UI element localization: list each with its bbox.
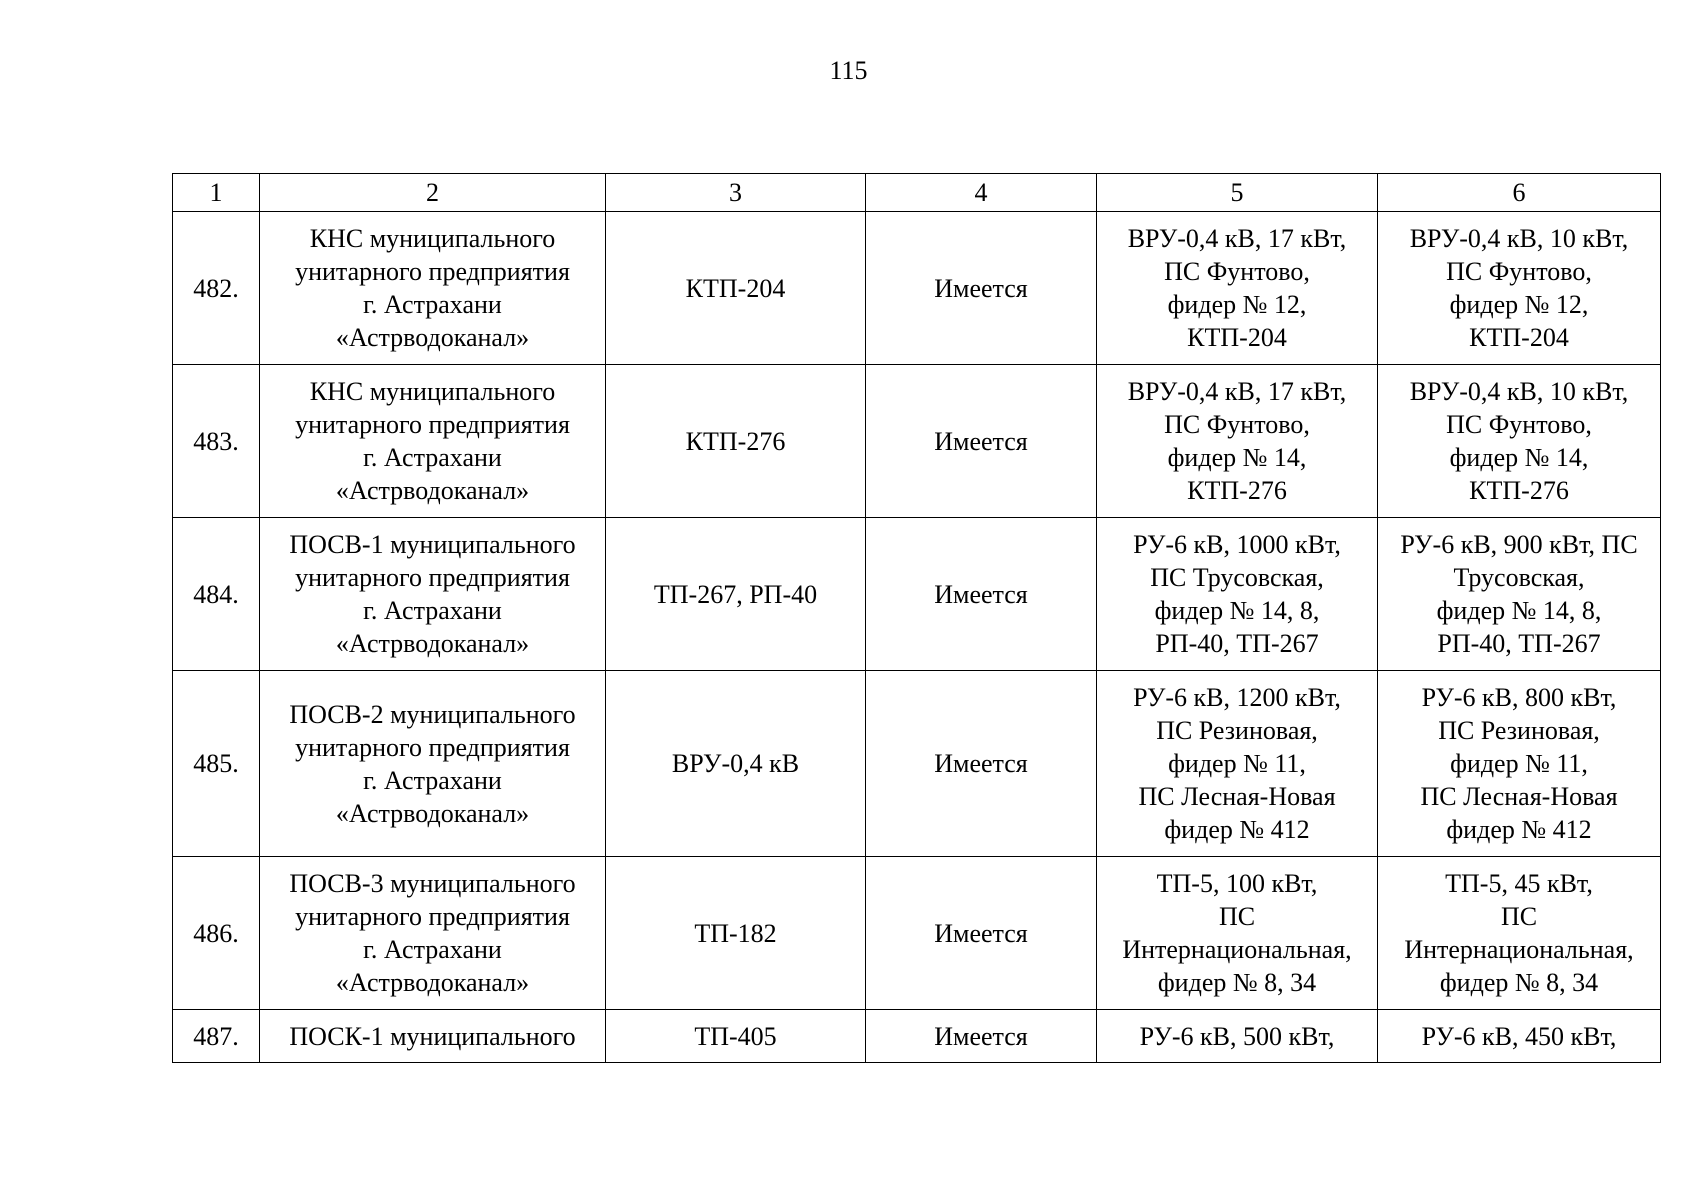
object-name: ПОСВ-3 муниципального унитарного предприятия г. Астрахани «Астрводоканал» [260,857,606,1010]
supply-required: РУ-6 кВ, 450 кВт, [1378,1010,1661,1063]
power-source: ТП-405 [606,1010,866,1063]
supply-existing: ТП-5, 100 кВт, ПС Интернациональная, фидер № 8, 34 [1097,857,1378,1010]
row-number: 482. [173,212,260,365]
power-source: ВРУ-0,4 кВ [606,671,866,857]
data-table [172,173,1661,1063]
row-number: 486. [173,857,260,1010]
table-row [173,671,1661,857]
supply-required: ВРУ-0,4 кВ, 10 кВт, ПС Фунтово, фидер № 12, КТП-204 [1378,212,1661,365]
row-number: 483. [173,365,260,518]
power-source: ТП-182 [606,857,866,1010]
connection-status: Имеется [866,1010,1097,1063]
connection-status: Имеется [866,671,1097,857]
power-source: ТП-267, РП-40 [606,518,866,671]
table-row [173,857,1661,1010]
connection-status: Имеется [866,857,1097,1010]
column-header: 1 [173,174,260,212]
object-name: КНС муниципального унитарного предприятия г. Астрахани «Астрводоканал» [260,212,606,365]
table-row [173,212,1661,365]
page-number: 115 [829,56,868,85]
supply-existing: РУ-6 кВ, 1000 кВт, ПС Трусовская, фидер № 14, 8, РП-40, ТП-267 [1097,518,1378,671]
supply-existing: ВРУ-0,4 кВ, 17 кВт, ПС Фунтово, фидер № 14, КТП-276 [1097,365,1378,518]
object-name: ПОСК-1 муниципального [260,1010,606,1063]
object-name: КНС муниципального унитарного предприятия г. Астрахани «Астрводоканал» [260,365,606,518]
column-header: 2 [260,174,606,212]
power-source: КТП-276 [606,365,866,518]
connection-status: Имеется [866,212,1097,365]
supply-required: РУ-6 кВ, 800 кВт, ПС Резиновая, фидер № 11, ПС Лесная-Новая фидер № 412 [1378,671,1661,857]
table-row [173,365,1661,518]
connection-status: Имеется [866,365,1097,518]
column-header: 6 [1378,174,1661,212]
object-name: ПОСВ-1 муниципального унитарного предприятия г. Астрахани «Астрводоканал» [260,518,606,671]
row-number: 487. [173,1010,260,1063]
row-number: 484. [173,518,260,671]
supply-existing: ВРУ-0,4 кВ, 17 кВт, ПС Фунтово, фидер № 12, КТП-204 [1097,212,1378,365]
supply-required: ТП-5, 45 кВт, ПС Интернациональная, фидер № 8, 34 [1378,857,1661,1010]
column-header: 3 [606,174,866,212]
table-row [173,518,1661,671]
row-number: 485. [173,671,260,857]
supply-existing: РУ-6 кВ, 1200 кВт, ПС Резиновая, фидер № 11, ПС Лесная-Новая фидер № 412 [1097,671,1378,857]
supply-existing: РУ-6 кВ, 500 кВт, [1097,1010,1378,1063]
supply-required: ВРУ-0,4 кВ, 10 кВт, ПС Фунтово, фидер № 14, КТП-276 [1378,365,1661,518]
power-source: КТП-204 [606,212,866,365]
object-name: ПОСВ-2 муниципального унитарного предприятия г. Астрахани «Астрводоканал» [260,671,606,857]
table-row [173,1010,1661,1063]
column-header: 4 [866,174,1097,212]
table-header-row [173,174,1661,212]
supply-required: РУ-6 кВ, 900 кВт, ПС Трусовская, фидер № 14, 8, РП-40, ТП-267 [1378,518,1661,671]
column-header: 5 [1097,174,1378,212]
connection-status: Имеется [866,518,1097,671]
